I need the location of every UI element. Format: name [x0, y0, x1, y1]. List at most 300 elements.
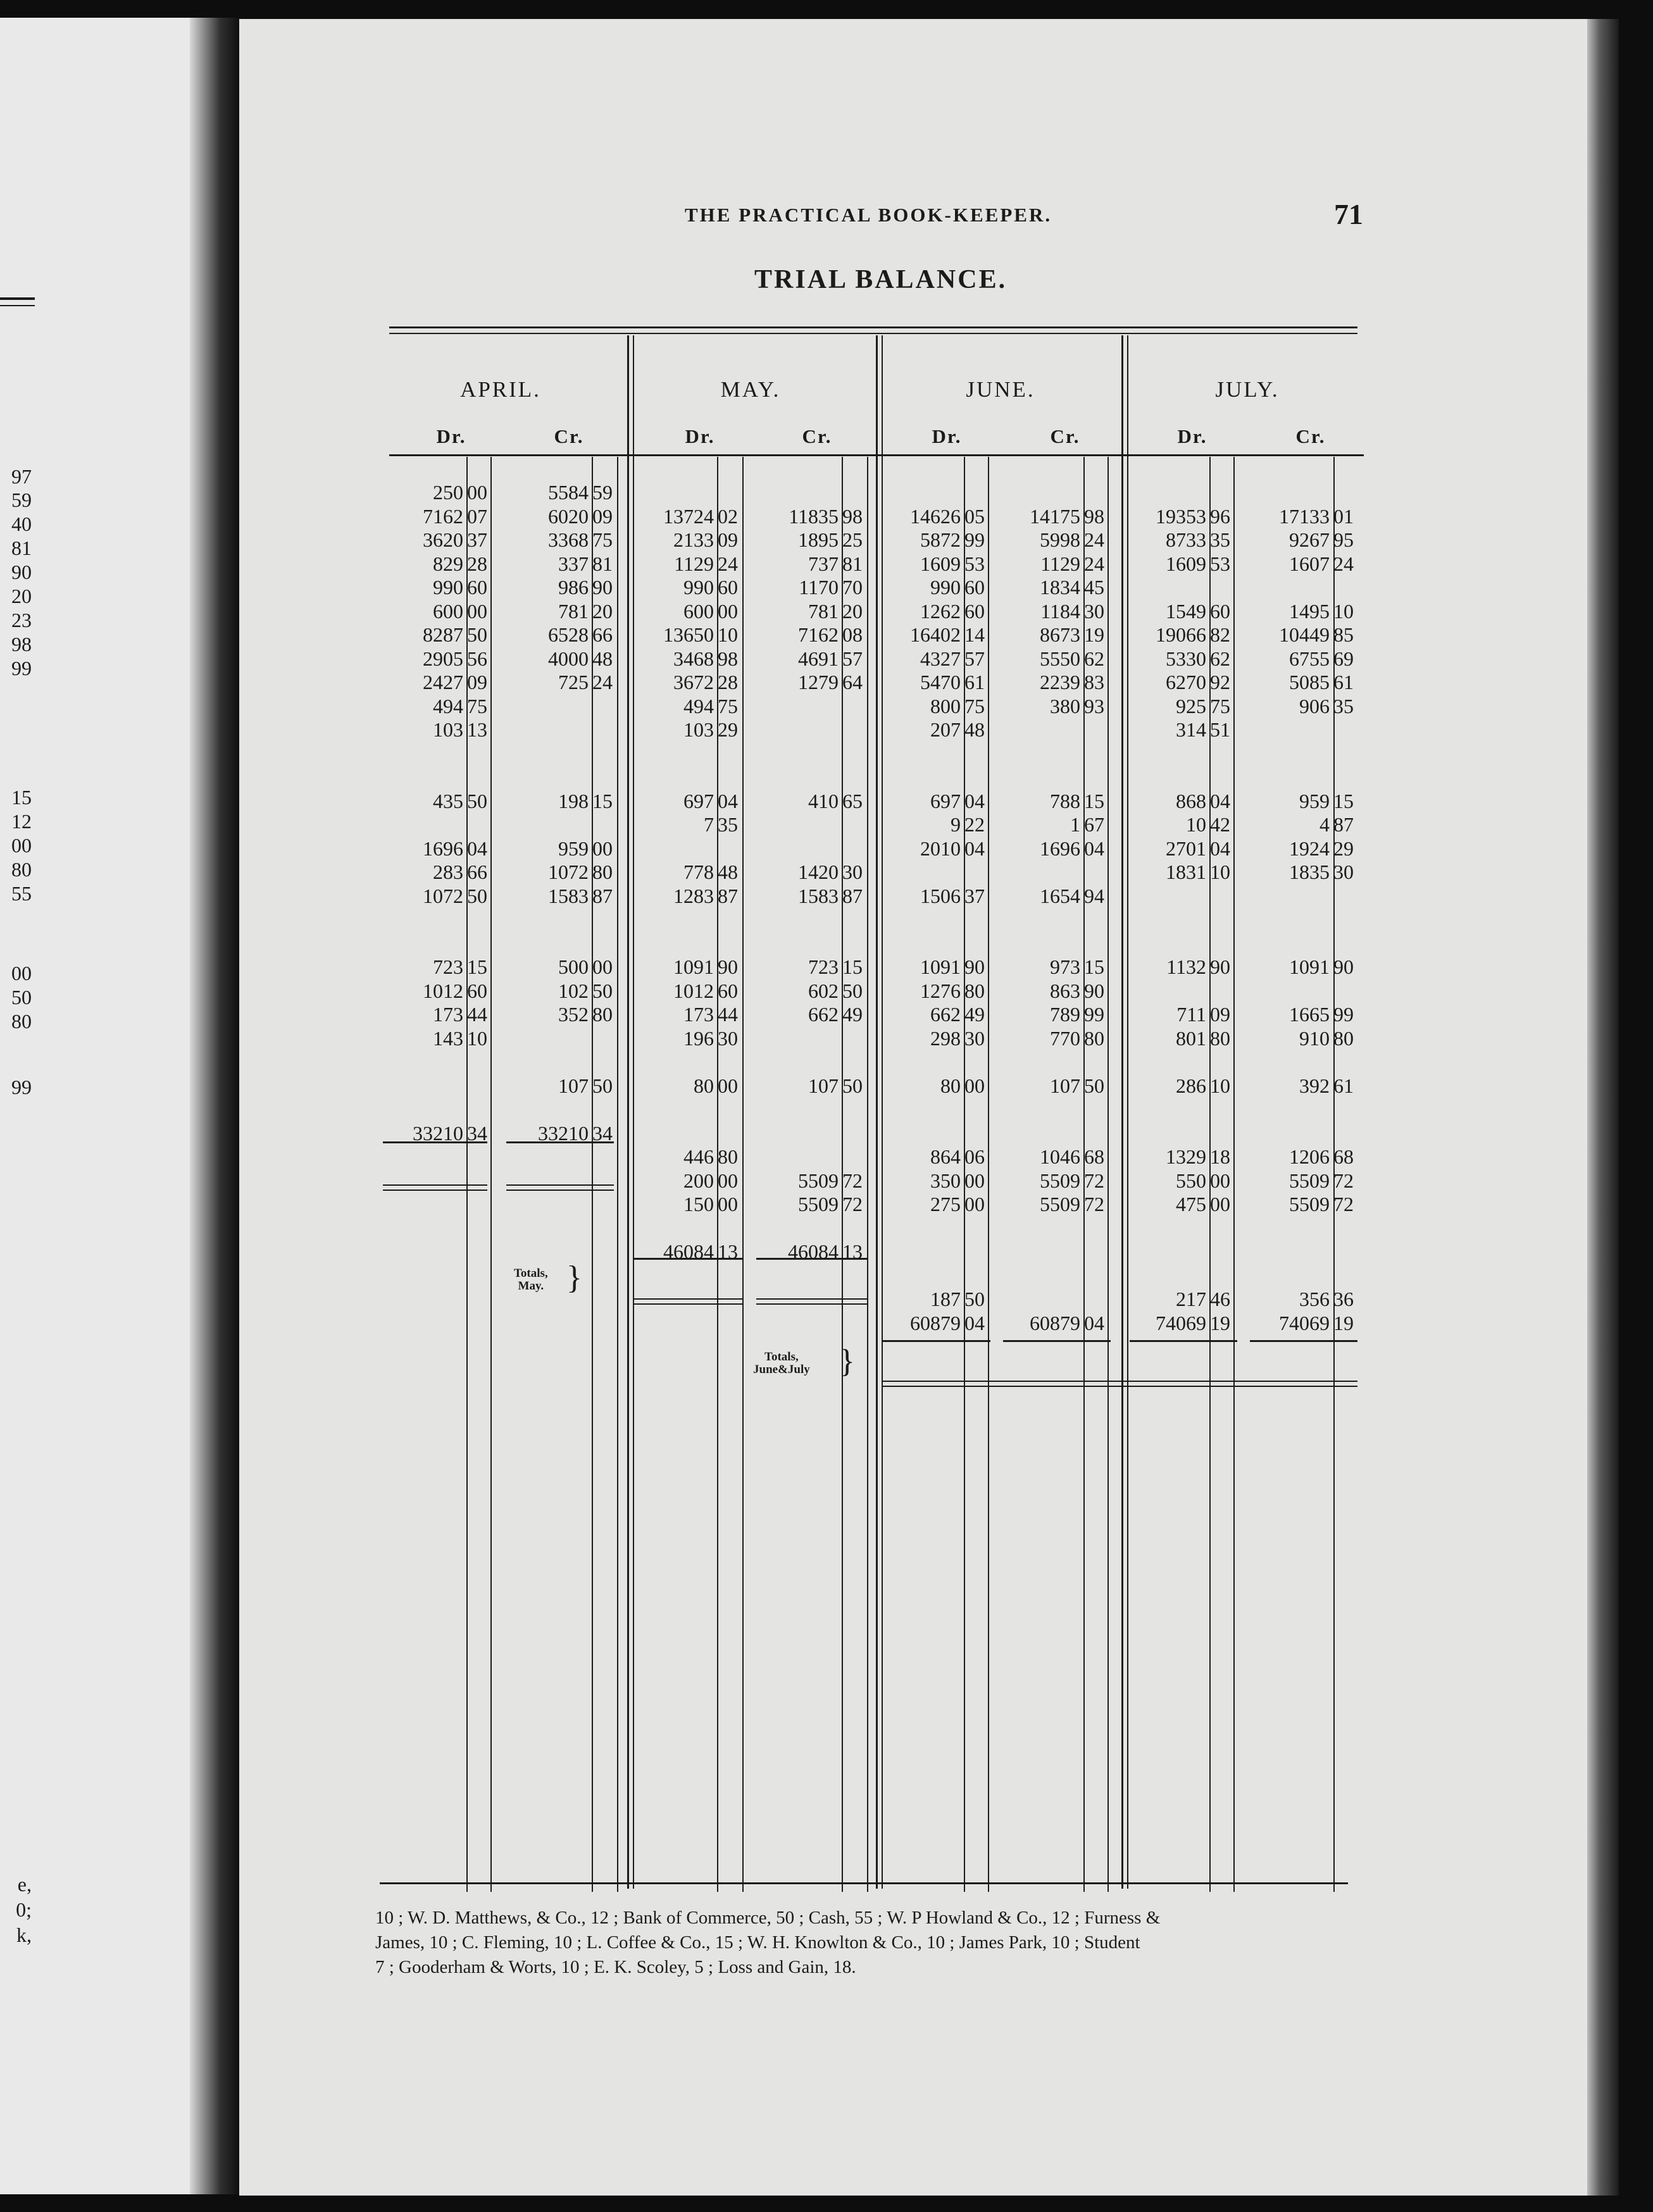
july-cr-cents: 36 [1333, 1288, 1354, 1310]
june-dr-cents: 60 [964, 599, 985, 623]
april-cr-dollars: 500 [558, 955, 589, 978]
april-cr-cents: 34 [592, 1121, 613, 1145]
april-cr-cents: 87 [592, 884, 613, 907]
june-dr-cents: 75 [964, 694, 985, 718]
april-dr-dollars: 7162 [423, 504, 463, 528]
previous-page-fragment: 40 [11, 513, 32, 535]
july-dr-cents: 18 [1210, 1145, 1230, 1168]
june-dr-cents: 04 [964, 836, 985, 860]
may-dr-cents: 00 [718, 599, 738, 623]
july-cr-dollars: 10449 [1279, 623, 1330, 646]
april-dr-label: Dr. [436, 425, 466, 447]
june-dr-cents: 06 [964, 1145, 985, 1168]
may-dr-cents: 09 [718, 528, 738, 551]
july-cr-cents: 90 [1333, 955, 1354, 978]
may-double-rule [633, 1298, 744, 1300]
page-number: 71 [1334, 198, 1363, 230]
may-dr-cents: 60 [718, 979, 738, 1002]
july-dr-dollars: 1831 [1166, 861, 1206, 883]
july-dr-dollars: 2701 [1166, 836, 1206, 860]
april-dr-dollars: 435 [433, 789, 463, 812]
month-july: JULY. [1215, 377, 1280, 402]
april-dr-dollars: 494 [433, 694, 463, 718]
may-cr-dollars: 602 [808, 979, 839, 1002]
may-dr-dollars: 103 [683, 718, 714, 741]
june-dr-cents: 50 [964, 1288, 985, 1310]
may-cr-cents: 57 [842, 647, 863, 670]
july-dr-cents: 92 [1210, 671, 1230, 693]
may-cr-dollars: 723 [808, 955, 839, 978]
month-april: APRIL. [460, 377, 541, 402]
july-cr-cents: 15 [1333, 789, 1354, 812]
july-cr-cents: 72 [1333, 1193, 1354, 1215]
footnote-line-1: 10 ; W. D. Matthews, & Co., 12 ; Bank of Commerce, 50 ; Cash, 55 ; W. P Howland & Co., 12 ; Furness & [375, 1908, 1161, 1928]
june-dr-total-rule [883, 1340, 990, 1342]
july-dr-cents: 10 [1210, 1074, 1230, 1097]
april-dr-cents: 60 [467, 576, 487, 599]
july-dr-total-rule [1130, 1340, 1237, 1342]
april-dr-cents: 00 [467, 481, 487, 504]
june-cr-cents: 67 [1084, 813, 1104, 836]
june-dr-dollars: 275 [930, 1193, 961, 1215]
april-dr-dollars: 250 [433, 481, 463, 504]
july-cr-cents: 68 [1333, 1145, 1354, 1168]
june-cr-dollars: 1 [1070, 813, 1080, 836]
may-cr-cents: 70 [842, 576, 863, 599]
june-dr-dollars: 60879 [910, 1311, 961, 1334]
june-cr-dollars: 5550 [1040, 647, 1080, 670]
june-cr-dollars: 8673 [1040, 623, 1080, 646]
july-dr-cents: 60 [1210, 599, 1230, 623]
may-dr-cents: 00 [718, 1169, 738, 1192]
april-cr-dollars: 102 [558, 979, 589, 1002]
june-cr-dollars: 1654 [1040, 884, 1080, 907]
june-dr-dollars: 697 [930, 789, 961, 812]
may-dr-dollars: 196 [683, 1026, 714, 1050]
may-dr-cents: 04 [718, 789, 738, 812]
june-dr-cents: 90 [964, 955, 985, 978]
april-dr-cents: 34 [467, 1121, 487, 1145]
july-dr-dollars: 5330 [1166, 647, 1206, 670]
july-cr-total-rule [1250, 1340, 1357, 1342]
june-cr-dollars: 973 [1050, 955, 1080, 978]
may-cr-label: Cr. [802, 425, 832, 447]
july-dr-cents: 19 [1210, 1311, 1230, 1334]
previous-page-fragment: 59 [11, 488, 32, 511]
may-dr-dollars: 13724 [663, 504, 714, 528]
april-dr-cents: 66 [467, 861, 487, 883]
april-dr-cents: 50 [467, 623, 487, 646]
june-cr-cents: 45 [1084, 576, 1104, 599]
july-dr-dollars: 6270 [1166, 671, 1206, 693]
may-dr-cents: 48 [718, 861, 738, 883]
april-cr-cents: 81 [592, 552, 613, 575]
may-dr-dollars: 46084 [663, 1240, 714, 1263]
may-cr-dollars: 410 [808, 789, 839, 812]
april-dr-double-rule [383, 1184, 487, 1186]
may-cr-dollars: 46084 [788, 1240, 839, 1263]
may-dr-dollars: 3672 [673, 671, 714, 693]
july-dr-cents: 75 [1210, 694, 1230, 718]
previous-page-fragment: 0; [16, 1898, 32, 1921]
june-dr-label: Dr. [932, 425, 962, 447]
july-dr-dollars: 711 [1176, 1003, 1206, 1026]
april-cr-cents: 24 [592, 671, 613, 693]
may-dr-dollars: 150 [683, 1193, 714, 1215]
june-dr-dollars: 16402 [910, 623, 961, 646]
may-cr-dollars: 737 [808, 552, 839, 575]
may-cr-cents: 49 [842, 1003, 863, 1026]
may-cr-cents: 08 [842, 623, 863, 646]
april-dr-cents: 04 [467, 836, 487, 860]
july-dr-cents: 96 [1210, 504, 1230, 528]
july-cr-dollars: 74069 [1279, 1311, 1330, 1334]
july-cr-dollars: 17133 [1279, 504, 1330, 528]
june-dr-cents: 80 [964, 979, 985, 1002]
july-dr-dollars: 868 [1176, 789, 1206, 812]
may-dr-cents: 02 [718, 504, 738, 528]
july-dr-dollars: 801 [1176, 1026, 1206, 1050]
previous-page-fragment: 90 [11, 561, 32, 583]
april-dr-cents: 50 [467, 789, 487, 812]
april-dr-dollars: 1696 [423, 836, 463, 860]
totals-june-july-label [753, 1351, 810, 1376]
july-dr-cents: 04 [1210, 789, 1230, 812]
april-cr-dollars: 107 [558, 1074, 589, 1097]
june-dr-dollars: 1506 [920, 884, 961, 907]
june-cr-cents: 93 [1084, 694, 1104, 718]
april-cr-cents: 80 [592, 1003, 613, 1026]
july-dr-label: Dr. [1177, 425, 1207, 447]
june-cr-cents: 99 [1084, 1003, 1104, 1026]
april-cr-dollars: 5584 [548, 481, 589, 504]
june-dr-dollars: 298 [930, 1026, 961, 1050]
may-dr-label: Dr. [685, 425, 715, 447]
running-header: THE PRACTICAL BOOK-KEEPER. [685, 204, 1052, 226]
june-dr-cents: 49 [964, 1003, 985, 1026]
july-cr-cents: 69 [1333, 647, 1354, 670]
may-cr-dollars: 1420 [798, 861, 839, 883]
july-dr-cents: 90 [1210, 955, 1230, 978]
june-cr-cents: 24 [1084, 552, 1104, 575]
june-dr-cents: 30 [964, 1026, 985, 1050]
may-dr-cents: 30 [718, 1026, 738, 1050]
may-cr-cents: 72 [842, 1169, 863, 1192]
july-cr-cents: 61 [1333, 1074, 1354, 1097]
april-cr-cents: 66 [592, 623, 613, 646]
page-gutter-shadow [190, 18, 240, 2194]
may-cr-dollars: 11835 [789, 504, 839, 528]
april-cr-dollars: 1072 [548, 861, 589, 883]
may-dr-cents: 28 [718, 671, 738, 693]
june-dr-dollars: 9 [951, 813, 961, 836]
june-cr-dollars: 788 [1050, 789, 1080, 812]
july-cr-cents: 35 [1333, 694, 1354, 718]
july-cr-dollars: 959 [1299, 789, 1330, 812]
june-cr-cents: 72 [1084, 1169, 1104, 1192]
july-cr-cents: 29 [1333, 836, 1354, 860]
july-cr-dollars: 4 [1319, 813, 1330, 836]
april-cr-dollars: 33210 [538, 1121, 589, 1145]
may-cr-cents: 30 [842, 861, 863, 883]
april-cr-cents: 20 [592, 599, 613, 623]
april-dr-cents: 07 [467, 504, 487, 528]
july-cr-dollars: 910 [1299, 1026, 1330, 1050]
may-dr-cents: 75 [718, 694, 738, 718]
april-dr-dollars: 829 [433, 552, 463, 575]
april-dr-dollars: 173 [433, 1003, 463, 1026]
july-cr-dollars: 6755 [1289, 647, 1330, 670]
june-dr-dollars: 864 [930, 1145, 961, 1168]
april-cr-cents: 00 [592, 836, 613, 860]
july-cr-cents: 80 [1333, 1026, 1354, 1050]
july-cr-cents: 30 [1333, 861, 1354, 883]
june-dr-cents: 60 [964, 576, 985, 599]
july-dr-cents: 80 [1210, 1026, 1230, 1050]
may-dr-dollars: 80 [694, 1074, 714, 1097]
july-dr-dollars: 1609 [1166, 552, 1206, 575]
june-cr-cents: 98 [1084, 504, 1104, 528]
april-cr-dollars: 959 [558, 836, 589, 860]
previous-page-edge [0, 18, 214, 2194]
june-cr-cents: 19 [1084, 623, 1104, 646]
month-june: JUNE. [966, 377, 1035, 402]
june-dr-cents: 14 [964, 623, 985, 646]
may-cr-dollars: 5509 [798, 1169, 839, 1192]
may-cr-cents: 87 [842, 884, 863, 907]
may-dr-cents: 80 [718, 1145, 738, 1168]
may-dr-cents: 00 [718, 1193, 738, 1215]
july-cr-label: Cr. [1295, 425, 1326, 447]
july-dr-dollars: 10 [1186, 813, 1206, 836]
june-cr-dollars: 789 [1050, 1003, 1080, 1026]
april-cr-dollars: 781 [558, 599, 589, 623]
april-cr-cents: 48 [592, 647, 613, 670]
april-dr-cents: 56 [467, 647, 487, 670]
july-cr-dollars: 5509 [1289, 1193, 1330, 1215]
june-cr-cents: 90 [1084, 979, 1104, 1002]
june-cr-cents: 15 [1084, 955, 1104, 978]
june-july-double-rule [883, 1386, 1357, 1387]
previous-page-fragment: 98 [11, 633, 32, 656]
april-dr-dollars: 1012 [423, 979, 463, 1002]
april-dr-cents: 28 [467, 552, 487, 575]
april-cr-cents: 00 [592, 955, 613, 978]
july-cr-dollars: 1835 [1289, 861, 1330, 883]
july-cr-dollars: 1495 [1289, 599, 1330, 623]
july-cr-dollars: 356 [1299, 1288, 1330, 1310]
april-cr-cents: 15 [592, 789, 613, 812]
may-dr-dollars: 173 [683, 1003, 714, 1026]
totals-june-july-brace: } [839, 1343, 855, 1379]
may-cr-dollars: 781 [808, 599, 839, 623]
june-dr-dollars: 662 [930, 1003, 961, 1026]
april-dr-cents: 50 [467, 884, 487, 907]
april-dr-dollars: 143 [433, 1026, 463, 1050]
may-cr-dollars: 4691 [798, 647, 839, 670]
july-cr-cents: 87 [1333, 813, 1354, 836]
june-dr-cents: 04 [964, 789, 985, 812]
june-cr-dollars: 1184 [1040, 599, 1080, 623]
july-cr-cents: 61 [1333, 671, 1354, 693]
june-dr-dollars: 187 [930, 1288, 961, 1310]
may-dr-cents: 00 [718, 1074, 738, 1097]
july-cr-cents: 85 [1333, 623, 1354, 646]
book-page [239, 19, 1587, 2196]
july-dr-cents: 46 [1210, 1288, 1230, 1310]
may-cr-cents: 50 [842, 1074, 863, 1097]
june-dr-dollars: 14626 [910, 504, 961, 528]
april-cr-cents: 80 [592, 861, 613, 883]
june-cr-cents: 72 [1084, 1193, 1104, 1215]
june-dr-cents: 00 [964, 1074, 985, 1097]
may-dr-cents: 98 [718, 647, 738, 670]
april-cr-cents: 50 [592, 979, 613, 1002]
july-dr-dollars: 925 [1176, 694, 1206, 718]
july-dr-cents: 82 [1210, 623, 1230, 646]
june-dr-cents: 48 [964, 718, 985, 741]
june-cr-dollars: 14175 [1030, 504, 1080, 528]
april-cr-dollars: 725 [558, 671, 589, 693]
june-cr-dollars: 1696 [1040, 836, 1080, 860]
july-cr-dollars: 1206 [1289, 1145, 1330, 1168]
july-dr-cents: 00 [1210, 1169, 1230, 1192]
may-cr-dollars: 1583 [798, 884, 839, 907]
totals-junejuly-line1: Totals, [764, 1350, 799, 1364]
april-cr-dollars: 4000 [548, 647, 589, 670]
footnote-line-3: 7 ; Gooderham & Worts, 10 ; E. K. Scoley, 5 ; Loss and Gain, 18. [375, 1957, 856, 1977]
june-cr-cents: 94 [1084, 884, 1104, 907]
previous-page-fragment: 97 [11, 465, 32, 488]
june-dr-dollars: 1276 [920, 979, 961, 1002]
june-dr-dollars: 207 [930, 718, 961, 741]
april-dr-dollars: 723 [433, 955, 463, 978]
july-cr-cents: 95 [1333, 528, 1354, 551]
july-dr-dollars: 475 [1176, 1193, 1206, 1215]
june-cr-cents: 04 [1084, 1311, 1104, 1334]
july-dr-cents: 04 [1210, 836, 1230, 860]
may-dr-dollars: 7 [704, 813, 714, 836]
may-dr-dollars: 1012 [673, 979, 714, 1002]
may-dr-cents: 13 [718, 1240, 738, 1263]
july-dr-cents: 35 [1210, 528, 1230, 551]
july-cr-cents: 10 [1333, 599, 1354, 623]
april-dr-cents: 44 [467, 1003, 487, 1026]
june-dr-dollars: 1609 [920, 552, 961, 575]
may-dr-dollars: 13650 [663, 623, 714, 646]
may-cr-cents: 72 [842, 1193, 863, 1215]
previous-page-fragment: 80 [11, 1010, 32, 1033]
june-dr-dollars: 80 [940, 1074, 961, 1097]
july-cr-dollars: 5085 [1289, 671, 1330, 693]
july-cr-dollars: 1665 [1289, 1003, 1330, 1026]
july-dr-cents: 42 [1210, 813, 1230, 836]
month-may: MAY. [720, 377, 781, 402]
june-cr-cents: 30 [1084, 599, 1104, 623]
july-cr-dollars: 392 [1299, 1074, 1330, 1097]
june-dr-dollars: 350 [930, 1169, 961, 1192]
previous-page-fragment: 00 [11, 962, 32, 985]
june-dr-dollars: 5470 [920, 671, 961, 693]
may-dr-cents: 24 [718, 552, 738, 575]
may-cr-dollars: 662 [808, 1003, 839, 1026]
july-cr-dollars: 9267 [1289, 528, 1330, 551]
july-cr-dollars: 1924 [1289, 836, 1330, 860]
june-dr-cents: 37 [964, 884, 985, 907]
april-dr-cents: 00 [467, 599, 487, 623]
may-dr-dollars: 990 [683, 576, 714, 599]
may-cr-dollars: 1170 [799, 576, 839, 599]
june-cr-cents: 50 [1084, 1074, 1104, 1097]
june-dr-dollars: 4327 [920, 647, 961, 670]
july-cr-cents: 99 [1333, 1003, 1354, 1026]
june-cr-dollars: 770 [1050, 1026, 1080, 1050]
may-cr-dollars: 1279 [798, 671, 839, 693]
may-cr-dollars: 107 [808, 1074, 839, 1097]
previous-page-fragment: 12 [11, 810, 32, 833]
april-cr-dollars: 1583 [548, 884, 589, 907]
previous-page-fragment: 00 [11, 834, 32, 857]
april-cr-dollars: 986 [558, 576, 589, 599]
june-cr-cents: 04 [1084, 836, 1104, 860]
july-dr-dollars: 1329 [1166, 1145, 1206, 1168]
may-dr-cents: 90 [718, 955, 738, 978]
april-dr-dollars: 600 [433, 599, 463, 623]
june-dr-dollars: 990 [930, 576, 961, 599]
april-dr-double-rule [383, 1190, 487, 1191]
left-page-rule [0, 305, 35, 306]
april-dr-cents: 37 [467, 528, 487, 551]
april-dr-dollars: 283 [433, 861, 463, 883]
april-dr-cents: 13 [467, 718, 487, 741]
april-cr-cents: 75 [592, 528, 613, 551]
may-dr-dollars: 200 [683, 1169, 714, 1192]
june-dr-cents: 00 [964, 1193, 985, 1215]
may-cr-cents: 50 [842, 979, 863, 1002]
april-cr-cents: 59 [592, 481, 613, 504]
may-dr-cents: 87 [718, 884, 738, 907]
april-cr-dollars: 337 [558, 552, 589, 575]
may-cr-dollars: 5509 [798, 1193, 839, 1215]
june-cr-dollars: 5998 [1040, 528, 1080, 551]
april-dr-cents: 15 [467, 955, 487, 978]
may-dr-dollars: 494 [683, 694, 714, 718]
previous-page-fragment: e, [17, 1873, 32, 1896]
may-dr-dollars: 697 [683, 789, 714, 812]
previous-page-fragment: 99 [11, 657, 32, 680]
june-cr-dollars: 1129 [1040, 552, 1080, 575]
april-cr-dollars: 352 [558, 1003, 589, 1026]
june-dr-dollars: 2010 [920, 836, 961, 860]
may-dr-dollars: 446 [683, 1145, 714, 1168]
may-cr-dollars: 7162 [798, 623, 839, 646]
previous-page-fragment: 20 [11, 585, 32, 607]
april-cr-cents: 09 [592, 504, 613, 528]
july-dr-dollars: 314 [1176, 718, 1206, 741]
july-cr-cents: 72 [1333, 1169, 1354, 1192]
previous-page-fragment: 50 [11, 986, 32, 1009]
top-rule [389, 326, 1357, 328]
april-dr-dollars: 33210 [413, 1121, 463, 1145]
may-cr-cents: 65 [842, 789, 863, 812]
july-dr-dollars: 1132 [1166, 955, 1206, 978]
may-cr-cents: 81 [842, 552, 863, 575]
totals-may-brace: } [566, 1260, 582, 1296]
june-cr-label: Cr. [1050, 425, 1080, 447]
april-dr-dollars: 8287 [423, 623, 463, 646]
previous-page-fragment: 80 [11, 858, 32, 881]
june-dr-cents: 22 [964, 813, 985, 836]
